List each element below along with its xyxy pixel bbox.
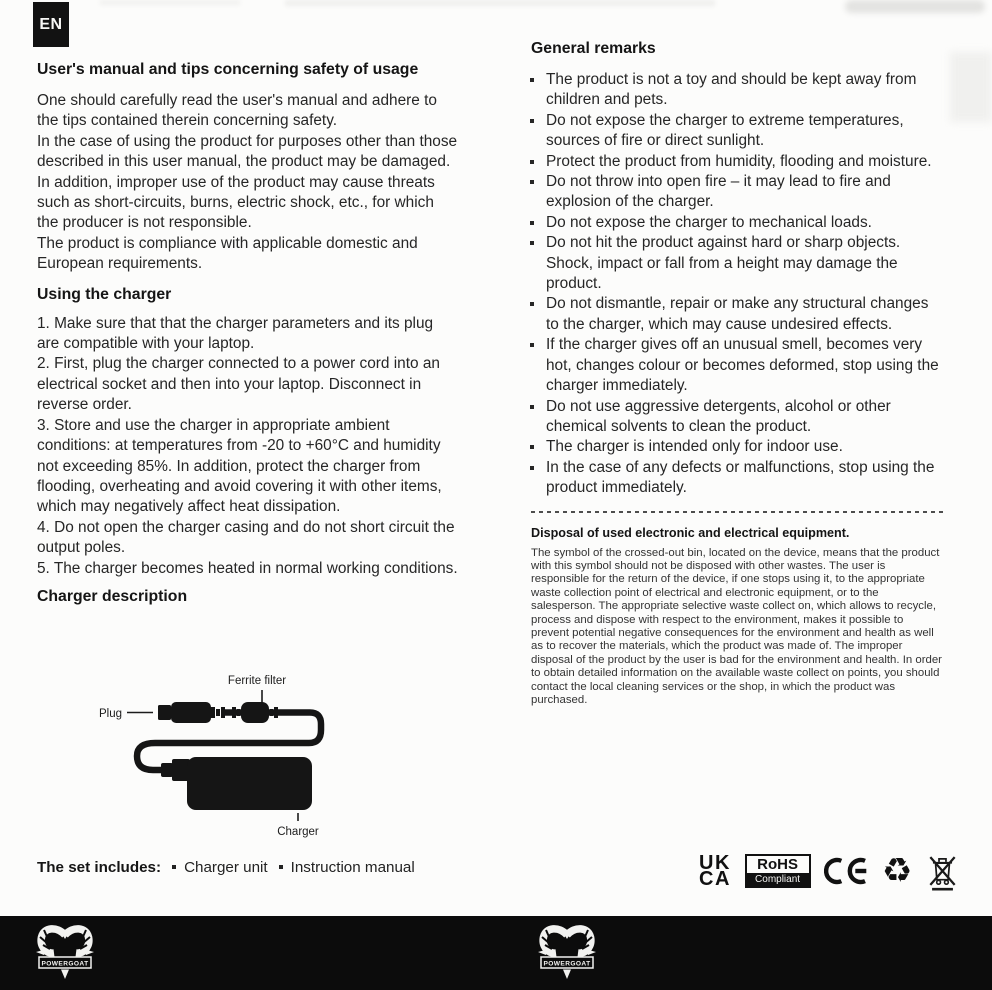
dashed-divider [531,511,943,513]
charger-body-icon [161,757,312,810]
remark-item: ▪ Do not expose the charger to extreme temperatures, sources of fire or direct sunlight. [545,111,943,152]
powergoat-logo [34,923,96,981]
ferrite-filter-label: Ferrite filter [227,675,287,687]
rohs-title: RoHS [757,856,798,873]
bullet-square-icon [172,865,176,869]
set-includes-item: Instruction manual [290,859,415,876]
intro-paragraph: In the case of using the product for purposes other than those described in this user manual, the product may be damaged. In addition, improper use of the product may cause threats such as short-circuits, burns, electric shock, etc., for which the producer is not responsible. [37,132,458,232]
plug-label: Plug [98,708,122,720]
intro-paragraph: One should carefully read the user's manual and adhere to the tips contained therein concerning safety. [37,92,437,130]
powergoat-logo-text: POWERGOAT [41,960,89,968]
scan-smudge [845,0,985,13]
ukca-top-text: UK [699,851,731,874]
set-includes-item: Charger unit [184,859,268,876]
ukca-mark [699,851,731,890]
using-step: 5. The charger becomes heated in normal working conditions. [37,559,458,577]
ukca-bottom-text: CA [699,868,731,890]
disposal-heading: Disposal of used electronic and electrical equipment. [531,525,850,540]
rohs-subtitle: Compliant [747,873,809,886]
using-charger-heading: Using the charger [37,285,172,303]
powergoat-logo [536,923,598,981]
scan-smudge [950,52,992,122]
powergoat-logo-text: POWERGOAT [543,960,591,968]
crossed-out-bin-icon [926,848,959,894]
general-remarks-heading: General remarks [531,40,656,57]
remark-item: ▪ Do not dismantle, repair or make any structural changes to the charger, which may cause undesired effects. [545,294,943,335]
remark-item: ▪ Protect the product from humidity, flooding and moisture. [545,152,943,172]
remark-item: ▪ In the case of any defects or malfunctions, stop using the product immediately. [545,458,943,499]
using-step: 3. Store and use the charger in appropriate ambient conditions: at temperatures from -20 to +60°C and humidity not exceeding 85%. In addition, protect the charger from flooding, overheating and avoid covering it with other items, which may negatively affect heat dissipation. [37,416,442,516]
charger-description-heading: Charger description [37,587,188,605]
charger-diagram [25,660,465,845]
remark-item: ▪ Do not throw into open fire – it may lead to fire and explosion of the charger. [545,172,943,213]
recycling-symbol-icon: ♻ [881,851,913,891]
set-includes-line [37,859,415,876]
plug-icon [158,702,225,723]
intro-paragraph: The product is compliance with applicable domestic and European requirements. [37,234,418,273]
general-remarks-list [531,70,943,499]
disposal-paragraph: The symbol of the crossed-out bin, located on the device, means that the product with this symbol should not be disposed with other wastes. The user is responsible for the return of the device, if one stops using it, to the appropriate waste collection point of electrical and electronic equipment, or to the salesperson. The appropriate selective waste collect on, which allows to recycle, process and dispose with respect to the environment, makes it possible to prevent potential negative consequences for the environment and health as well as to recover the materials, which the product was made of. The improper disposal of the product by the user is bad for the environment and health. In order to obtain detailed information on the available waste collect on points, you should contact the local cleaning services or the shop, in which the product was purchased. [531,546,942,706]
using-step: 4. Do not open the charger casing and do not short circuit the output poles. [37,518,455,557]
remark-item: ▪ The product is not a toy and should be kept away from children and pets. [545,70,943,111]
intro-heading: User's manual and tips concerning safety of usage [37,61,419,78]
set-includes-label: The set includes: [37,859,162,876]
language-badge [33,2,69,47]
language-badge-label: EN [39,15,63,33]
compliance-marks-row [699,849,959,893]
footer-bar [0,916,992,990]
right-column [531,40,943,707]
ce-mark-icon [824,854,868,888]
remark-item: ▪ If the charger gives off an unusual smell, becomes very hot, changes colour or becomes deformed, stop using the charger immediately. [545,335,943,396]
scan-smudge [285,0,715,6]
remark-item: ▪ The charger is intended only for indoor use. [545,437,943,457]
bullet-square-icon [279,865,283,869]
rohs-compliant-mark [745,854,811,888]
scan-smudge [100,0,240,5]
left-column [37,61,459,606]
ferrite-filter-icon [232,702,278,723]
remark-item: ▪ Do not use aggressive detergents, alcohol or other chemical solvents to clean the product. [545,397,943,438]
remark-item: ▪ Do not expose the charger to mechanical loads. [545,213,943,233]
using-step: 2. First, plug the charger connected to a power cord into an electrical socket and then into your laptop. Disconnect in reverse order. [37,355,440,414]
remark-item: ▪ Do not hit the product against hard or sharp objects. Shock, impact or fall from a height may damage the product. [545,233,943,294]
charger-label: Charger [277,826,319,838]
using-step: 1. Make sure that that the charger parameters and its plug are compatible with your laptop. [37,314,434,353]
